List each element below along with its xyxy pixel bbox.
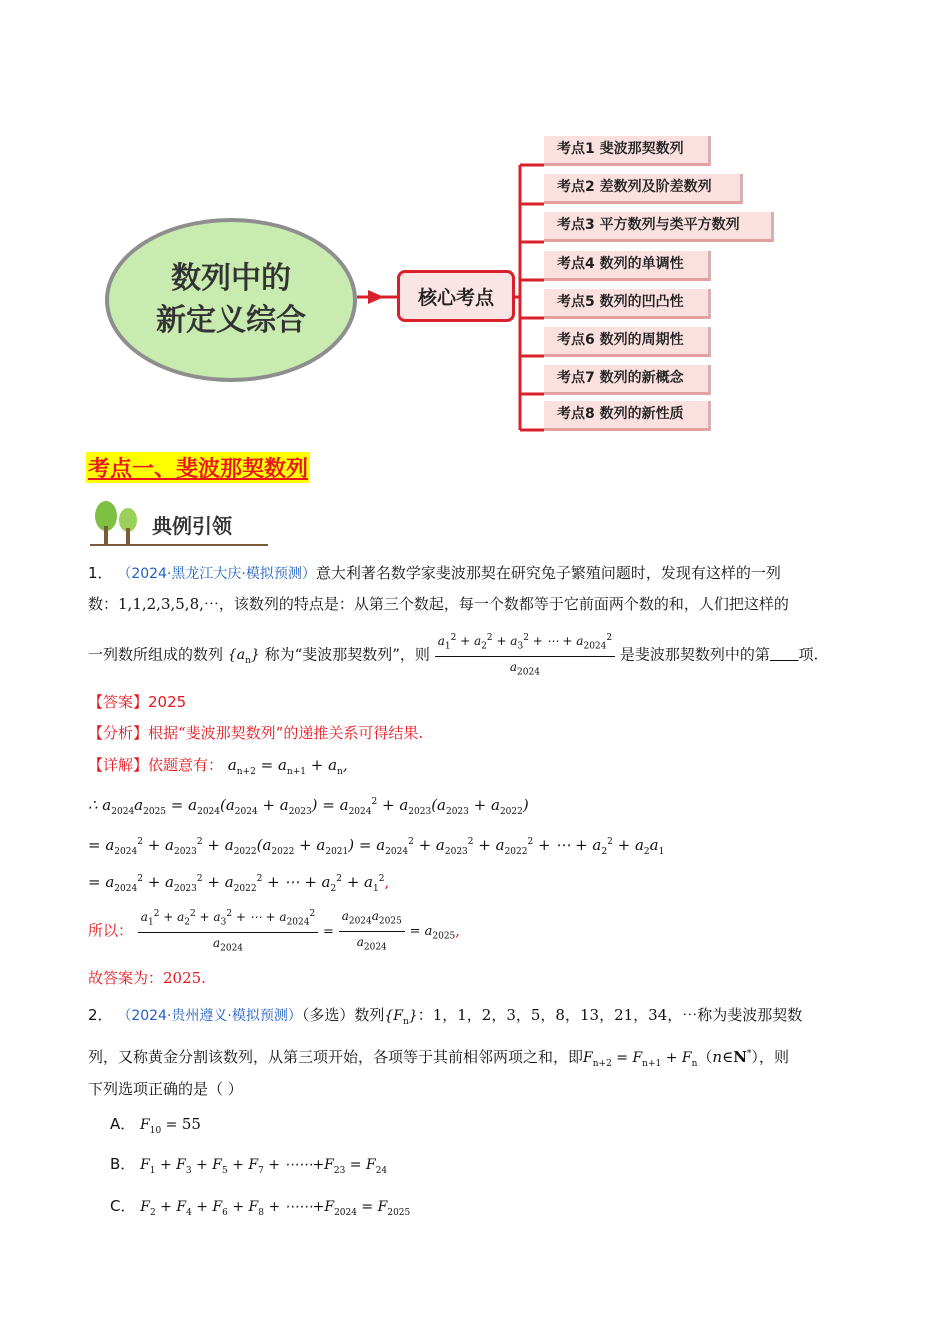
q1-line2: 数：1,1,2,3,5,8,⋯，该数列的特点是：从第三个数起，每一个数都等于它前面两个数的和，人们把这样的 xyxy=(88,595,789,613)
q2-option-a[interactable]: A． $F_{10} = 55$ xyxy=(110,1115,201,1136)
mindmap-center xyxy=(105,218,357,382)
center-line2: 新定义综合 xyxy=(156,303,306,338)
mindmap-item: 考点1 斐波那契数列 xyxy=(544,136,711,166)
q2-source: （2024·贵州遵义·模拟预测） xyxy=(117,1008,302,1024)
q1-derivation-2: = $a_{2024}^2 + a_{2023}^2 + a_{2022}(a_{2022} + a_{2021}) = a_{2024}^2 + a_{2023}^2 + a_{2022}^2$ + ⋯ + $a_2^2 + a_2a_1$ xyxy=(88,836,665,857)
q1-analysis: 【分析】根据“斐波那契数列”的递推关系可得结果. xyxy=(88,724,424,742)
mindmap-item: 考点8 数列的新性质 xyxy=(544,401,711,431)
q2-number: 2． xyxy=(88,1006,113,1024)
q2-option-b[interactable]: B． $F_1 + F_3 + F_5 + F_7$ + $\cdots\cdots+F_{23} = F_{24}$ xyxy=(110,1155,388,1176)
q1-derivation-3: = $a_{2024}^2 + a_{2023}^2 + a_{2022}^2$ + ⋯ + $a_2^2 + a_1^2$, xyxy=(88,873,390,894)
q1-conclusion: 所以： $\frac{a_1^2 + a_2^2 + a_3^2 + \cdots + a_{2024}^2}{a_{2024}}$ = $\frac{a_{2024}a_{2025}}{a_{2024}}$ = $a_{2025}$, xyxy=(88,906,460,959)
q1-line3: 一列数所组成的数列 $\{a_n\}$ 称为“斐波那契数列”，则 $\frac{a_1^2 + a_2^2 + a_3^2 + \cdots + a_{2024}^2}{a_{2024}}$ 是斐波那契数列中的第 项. xyxy=(88,630,818,681)
center-line1: 数列中的 xyxy=(171,261,291,296)
banner-title: 典例引领 xyxy=(152,514,232,538)
q1-line1: 1． （2024·黑龙江大庆·模拟预测）意大利著名数学家斐波那契在研究兔子繁殖问题时，发现有这样的一列 xyxy=(88,564,781,582)
q1-final: 故答案为：2025. xyxy=(88,969,206,987)
q2-option-c[interactable]: C． $F_2 + F_4 + F_6 + F_8$ + $\cdots\cdots+F_{2024} = F_{2025}$ xyxy=(110,1197,411,1218)
q2-line1: 2． （2024·贵州遵义·模拟预测）（多选）数列$\{F_n\}$：1，1，2，3，5，8，13，21，34，⋯称为斐波那契数 xyxy=(88,1006,803,1027)
q1-detail: 【详解】依题意有： $a_{n+2} = a_{n+1} + a_n$, xyxy=(88,756,348,777)
q2-line3: 下列选项正确的是（ ） xyxy=(88,1080,243,1098)
mindmap-item: 考点4 数列的单调性 xyxy=(544,251,711,281)
mindmap-core: 核心考点 xyxy=(397,270,515,322)
q1-sequence: 1,1,2,3,5,8,⋯ xyxy=(118,595,219,613)
example-banner xyxy=(88,498,270,548)
mindmap-connectors xyxy=(0,0,950,440)
q1-source: （2024·黑龙江大庆·模拟预测） xyxy=(117,566,316,582)
mindmap-item: 考点6 数列的周期性 xyxy=(544,327,711,357)
q1-derivation-1: ∴ $a_{2024}a_{2025} = a_{2024}(a_{2024} + a_{2023}) = a_{2024}^2 + a_{2023}(a_{2023} + a_{2022})$ xyxy=(88,796,529,817)
q1-number: 1． xyxy=(88,564,113,582)
q2-line2: 列，又称黄金分割该数列，从第三项开始，各项等于其前相邻两项之和，即$F_{n+2} = F_{n+1}$ + $F_n(n\in N^*)$，则 xyxy=(88,1048,789,1069)
q1-fraction: $\frac{a_1^2 + a_2^2 + a_3^2 + \cdots + a_{2024}^2}{a_{2024}}$ xyxy=(435,630,615,681)
mindmap-item: 考点5 数列的凹凸性 xyxy=(544,289,711,319)
section-title: 考点一、斐波那契数列 xyxy=(86,452,310,483)
mindmap-item: 考点7 数列的新概念 xyxy=(544,365,711,395)
mindmap-item: 考点2 差数列及阶差数列 xyxy=(544,174,743,204)
q1-answer: 【答案】2025 xyxy=(88,693,187,711)
mindmap-item: 考点3 平方数列与类平方数列 xyxy=(544,212,774,242)
